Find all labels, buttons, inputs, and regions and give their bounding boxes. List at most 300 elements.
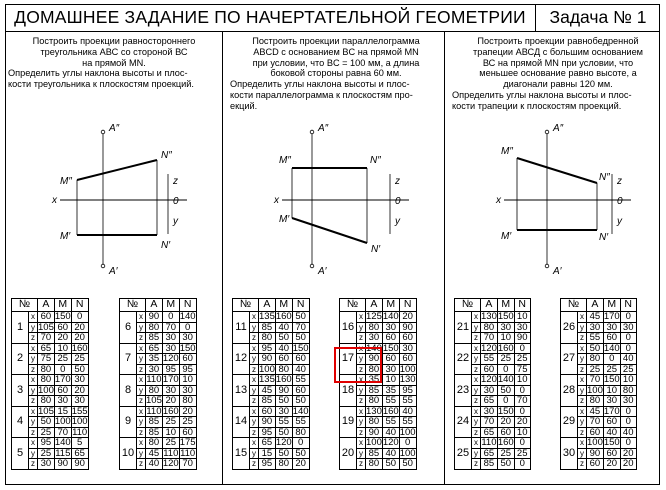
label-0: 0 bbox=[173, 196, 179, 207]
coordinate-cell: 70 bbox=[481, 333, 498, 344]
coordinate-cell: 90 bbox=[259, 354, 276, 365]
coordinate-cell: 65 bbox=[481, 448, 498, 459]
coordinate-cell: 120 bbox=[162, 458, 179, 469]
coordinate-cell: 60 bbox=[179, 354, 196, 365]
axis-label: x bbox=[472, 343, 481, 354]
axis-label: z bbox=[250, 427, 259, 438]
variant-number: 11 bbox=[233, 312, 250, 344]
coordinate-cell: 10 bbox=[514, 312, 530, 323]
coordinate-cell: 115 bbox=[55, 447, 71, 459]
highlighted-variant-17 bbox=[334, 347, 382, 383]
coordinate-cell: 10 bbox=[162, 427, 179, 438]
coordinate-cell: 60 bbox=[587, 427, 604, 438]
coordinate-cell: 60 bbox=[603, 417, 620, 428]
coordinate-cell: 80 bbox=[366, 364, 383, 375]
axis-label: z bbox=[137, 459, 146, 470]
variants-table-5 bbox=[454, 298, 531, 470]
coordinate-cell: 50 bbox=[292, 312, 309, 323]
coordinate-cell: 0 bbox=[620, 406, 636, 417]
coordinate-cell: 90 bbox=[259, 417, 276, 428]
coordinate-cell: 50 bbox=[497, 385, 514, 396]
task-description-triangle bbox=[8, 36, 220, 90]
coordinate-cell: 100 bbox=[71, 416, 88, 427]
coordinate-cell: 60 bbox=[497, 427, 514, 438]
coordinate-cell: 0 bbox=[620, 438, 636, 449]
label-a2: A″ bbox=[553, 123, 564, 134]
coordinate-cell: 80 bbox=[587, 354, 604, 365]
variant-number: 27 bbox=[561, 343, 578, 375]
coordinate-cell: 60 bbox=[259, 406, 276, 417]
description-line: боковой стороны равна 60 мм. bbox=[270, 68, 402, 79]
axis-label: z bbox=[29, 333, 38, 344]
axis-label: x bbox=[578, 375, 587, 386]
coordinate-cell: 60 bbox=[382, 333, 399, 344]
table-row bbox=[120, 312, 197, 323]
coordinate-cell: 25 bbox=[54, 354, 71, 365]
axis-label: x bbox=[29, 343, 38, 354]
axis-label: y bbox=[250, 322, 259, 333]
header-m: M bbox=[54, 299, 71, 312]
coordinate-cell: 40 bbox=[399, 406, 416, 417]
coordinate-cell: 0 bbox=[514, 459, 530, 470]
table-header-row bbox=[12, 299, 89, 312]
coordinate-cell: 85 bbox=[146, 427, 163, 438]
projection-diagram-triangle bbox=[5, 118, 223, 286]
coordinate-cell: 0 bbox=[620, 417, 636, 428]
coordinate-cell: 45 bbox=[587, 406, 604, 417]
coordinate-cell: 40 bbox=[382, 427, 399, 438]
coordinate-cell: 10 bbox=[603, 385, 620, 396]
header-a: A bbox=[146, 299, 163, 312]
coordinate-cell: 45 bbox=[146, 448, 163, 459]
coordinate-cell: 80 bbox=[275, 459, 292, 470]
coordinate-cell: 25 bbox=[162, 438, 179, 449]
coordinate-cell: 85 bbox=[146, 333, 163, 344]
coordinate-cell: 60 bbox=[399, 354, 416, 365]
coordinate-cell: 25 bbox=[514, 448, 530, 459]
header-n: N bbox=[514, 299, 530, 312]
table-row bbox=[455, 343, 531, 354]
variant-number: 23 bbox=[455, 375, 472, 407]
coordinate-cell: 120 bbox=[275, 437, 292, 448]
coordinate-cell: 55 bbox=[382, 417, 399, 428]
coordinate-cell: 30 bbox=[71, 396, 88, 407]
coordinate-cell: 0 bbox=[71, 312, 88, 323]
coordinate-cell: 55 bbox=[481, 354, 498, 365]
header-number: № bbox=[455, 299, 481, 312]
coordinate-cell: 105 bbox=[38, 321, 54, 333]
task-number: Задача № 1 bbox=[535, 4, 660, 31]
coordinate-cell: 25 bbox=[603, 364, 620, 375]
coordinate-cell: 105 bbox=[38, 405, 54, 417]
description-line: треугольника АВС со стороной ВС bbox=[40, 46, 188, 57]
coordinate-cell: 140 bbox=[54, 437, 71, 448]
variant-number: 19 bbox=[340, 406, 357, 438]
axis-label: z bbox=[137, 364, 146, 375]
projection-diagram-trapezoid bbox=[449, 118, 666, 286]
variant-number: 22 bbox=[455, 343, 472, 375]
description-line: Определить углы наклона высоты и плос- bbox=[8, 68, 188, 79]
axis-label: z bbox=[29, 364, 38, 375]
coordinate-cell: 30 bbox=[162, 333, 179, 344]
label-m1: M′ bbox=[60, 231, 71, 242]
label-n1: N′ bbox=[161, 240, 171, 251]
axis-label: y bbox=[29, 385, 38, 396]
axis-label: z bbox=[250, 333, 259, 344]
coordinate-cell: 55 bbox=[399, 417, 416, 428]
coordinate-cell: 20 bbox=[162, 396, 179, 407]
coordinate-cell: 80 bbox=[366, 322, 383, 333]
header-a: A bbox=[38, 299, 55, 312]
coordinate-cell: 150 bbox=[603, 437, 620, 448]
variants-table-1 bbox=[11, 298, 89, 470]
axis-label: y bbox=[578, 385, 587, 396]
header-number: № bbox=[120, 299, 146, 312]
coordinate-cell: 160 bbox=[162, 405, 179, 417]
table-header-row bbox=[340, 299, 417, 312]
header-m: M bbox=[162, 299, 179, 312]
segment-m2n2 bbox=[77, 160, 157, 180]
coordinate-cell: 160 bbox=[71, 342, 88, 354]
coordinate-cell: 100 bbox=[366, 437, 382, 448]
axis-label: x bbox=[137, 312, 146, 323]
axis-label: z bbox=[357, 427, 366, 438]
coordinate-cell: 140 bbox=[292, 405, 309, 417]
label-z: z bbox=[173, 176, 178, 187]
table-row bbox=[455, 312, 531, 323]
axis-label: y bbox=[29, 448, 38, 459]
label-0: 0 bbox=[617, 196, 623, 207]
table-row bbox=[12, 343, 89, 354]
table-row bbox=[561, 438, 637, 449]
table-row bbox=[120, 406, 197, 417]
coordinate-cell: 20 bbox=[71, 322, 88, 333]
coordinate-cell: 120 bbox=[481, 374, 497, 385]
coordinate-cell: 20 bbox=[399, 312, 416, 323]
coordinate-cell: 160 bbox=[275, 374, 292, 385]
description-line: Определить углы наклона высоты и плос- bbox=[452, 89, 632, 100]
axis-label: x bbox=[472, 438, 481, 449]
coordinate-cell: 80 bbox=[366, 459, 383, 470]
coordinate-cell: 60 bbox=[275, 354, 292, 365]
coordinate-cell: 160 bbox=[275, 311, 292, 322]
coordinate-cell: 50 bbox=[292, 448, 309, 459]
axis-label: x bbox=[578, 406, 587, 417]
coordinate-cell: 10 bbox=[514, 375, 530, 386]
label-x: x bbox=[52, 195, 57, 206]
page-title: ДОМАШНЕЕ ЗАДАНИЕ ПО НАЧЕРТАТЕЛЬНОЙ ГЕОМЕТРИИ bbox=[14, 7, 526, 27]
coordinate-cell: 140 bbox=[603, 342, 620, 354]
point-a1 bbox=[310, 264, 314, 268]
description-line: при условии, что BC = 100 мм, а длина bbox=[252, 57, 420, 68]
coordinate-cell: 95 bbox=[259, 343, 276, 354]
header-number: № bbox=[561, 299, 587, 312]
axis-label: z bbox=[29, 396, 38, 407]
axis-label: y bbox=[472, 354, 481, 365]
axis-label: x bbox=[250, 375, 259, 386]
table-header-row bbox=[233, 299, 310, 312]
variant-number: 26 bbox=[561, 312, 578, 344]
label-a2: A″ bbox=[318, 123, 329, 134]
variant-number: 7 bbox=[120, 343, 137, 375]
coordinate-cell: 65 bbox=[71, 448, 88, 459]
header-a: A bbox=[587, 299, 604, 312]
label-0: 0 bbox=[395, 196, 401, 207]
coordinate-cell: 60 bbox=[54, 385, 71, 396]
axis-label: y bbox=[578, 417, 587, 428]
axis-label: y bbox=[578, 448, 587, 459]
coordinate-cell: 110 bbox=[180, 447, 196, 459]
coordinate-cell: 80 bbox=[587, 396, 604, 407]
axis-label: z bbox=[137, 427, 146, 438]
header-m: M bbox=[382, 299, 399, 312]
axis-label: z bbox=[250, 396, 259, 407]
description-line: кости трапеции к плоскостям проекций. bbox=[452, 100, 622, 111]
coordinate-cell: 15 bbox=[54, 406, 71, 417]
axis-label: y bbox=[357, 448, 366, 459]
coordinate-cell: 0 bbox=[620, 343, 636, 354]
table-row bbox=[340, 312, 417, 323]
coordinate-cell: 60 bbox=[587, 459, 604, 470]
axis-label: z bbox=[357, 459, 366, 470]
coordinate-cell: 110 bbox=[481, 437, 497, 448]
coordinate-cell: 30 bbox=[54, 396, 71, 407]
coordinate-cell: 55 bbox=[275, 417, 292, 428]
coordinate-cell: 90 bbox=[366, 354, 383, 365]
label-m1: M′ bbox=[279, 214, 290, 225]
table-row bbox=[12, 375, 89, 386]
label-n2: N″ bbox=[599, 172, 610, 183]
variants-table-2 bbox=[119, 298, 197, 470]
coordinate-cell: 50 bbox=[38, 417, 55, 428]
task-description-trapezoid bbox=[452, 36, 664, 112]
coordinate-cell: 100 bbox=[399, 447, 416, 459]
label-y: y bbox=[395, 216, 400, 227]
coordinate-cell: 40 bbox=[275, 322, 292, 333]
description-line: трапеции АВСД с большим основанием bbox=[473, 46, 643, 57]
axis-label: y bbox=[578, 354, 587, 365]
label-n1: N′ bbox=[371, 244, 381, 255]
coordinate-cell: 60 bbox=[399, 333, 416, 344]
coordinate-cell: 70 bbox=[179, 459, 196, 470]
axis-label: x bbox=[250, 343, 259, 354]
variant-number: 1 bbox=[12, 312, 29, 344]
projection-diagram-parallelogram bbox=[227, 118, 445, 286]
axis-label: z bbox=[137, 333, 146, 344]
coordinate-cell: 30 bbox=[399, 343, 416, 354]
coordinate-cell: 30 bbox=[162, 385, 179, 396]
axis-label: x bbox=[29, 438, 38, 449]
axis-label: z bbox=[472, 396, 481, 407]
description-line: диагонали равны 120 мм. bbox=[503, 79, 613, 90]
axis-label: x bbox=[137, 406, 146, 417]
coordinate-cell: 50 bbox=[71, 364, 88, 375]
variant-number: 17 bbox=[340, 343, 357, 375]
table-row bbox=[561, 312, 637, 323]
coordinate-cell: 80 bbox=[481, 322, 498, 333]
coordinate-cell: 30 bbox=[620, 322, 636, 333]
axis-label: x bbox=[578, 438, 587, 449]
coordinate-cell: 25 bbox=[514, 354, 530, 365]
axis-label: x bbox=[137, 375, 146, 386]
label-z: z bbox=[617, 176, 622, 187]
axis-label: x bbox=[357, 312, 366, 323]
point-a2 bbox=[545, 130, 549, 134]
coordinate-cell: 20 bbox=[603, 459, 620, 470]
coordinate-cell: 30 bbox=[162, 343, 179, 354]
title-block bbox=[5, 4, 660, 32]
coordinate-cell: 50 bbox=[587, 343, 604, 354]
coordinate-cell: 40 bbox=[603, 427, 620, 438]
coordinate-cell: 70 bbox=[587, 417, 604, 428]
coordinate-cell: 30 bbox=[38, 459, 55, 470]
coordinate-cell: 80 bbox=[366, 396, 383, 407]
coordinate-cell: 120 bbox=[162, 353, 179, 364]
variant-number: 8 bbox=[120, 375, 137, 407]
coordinate-cell: 30 bbox=[514, 322, 530, 333]
coordinate-cell: 120 bbox=[382, 437, 399, 448]
coordinate-cell: 20 bbox=[620, 448, 636, 459]
coordinate-cell: 10 bbox=[382, 375, 399, 386]
coordinate-cell: 160 bbox=[497, 342, 514, 354]
coordinate-cell: 150 bbox=[603, 374, 620, 385]
coordinate-cell: 150 bbox=[382, 342, 399, 354]
table-header-row bbox=[561, 299, 637, 312]
axis-label: z bbox=[578, 396, 587, 407]
coordinate-cell: 80 bbox=[275, 364, 292, 375]
coordinate-cell: 100 bbox=[399, 426, 416, 438]
coordinate-cell: 70 bbox=[514, 396, 530, 407]
point-a1 bbox=[545, 264, 549, 268]
coordinate-cell: 75 bbox=[514, 364, 530, 375]
axis-label: x bbox=[250, 312, 259, 323]
coordinate-cell: 30 bbox=[620, 396, 636, 407]
coordinate-cell: 30 bbox=[179, 333, 196, 344]
coordinate-cell: 25 bbox=[497, 354, 514, 365]
coordinate-cell: 25 bbox=[38, 427, 55, 438]
header-number: № bbox=[233, 299, 259, 312]
coordinate-cell: 175 bbox=[179, 437, 196, 448]
axis-label: x bbox=[137, 343, 146, 354]
header-a: A bbox=[259, 299, 276, 312]
axis-label: y bbox=[472, 448, 481, 459]
table-row bbox=[233, 375, 310, 386]
coordinate-cell: 150 bbox=[54, 311, 71, 322]
table-row bbox=[455, 406, 531, 417]
axis-label: y bbox=[250, 354, 259, 365]
segment-m2n2 bbox=[517, 158, 597, 183]
coordinate-cell: 30 bbox=[481, 385, 498, 396]
coordinate-cell: 100 bbox=[587, 384, 603, 396]
axis-label: y bbox=[29, 354, 38, 365]
coordinate-cell: 20 bbox=[179, 406, 196, 417]
axis-label: y bbox=[472, 322, 481, 333]
description-line: Определить углы наклона высоты и плос- bbox=[230, 79, 410, 90]
variant-number: 16 bbox=[340, 312, 357, 344]
variant-number: 18 bbox=[340, 375, 357, 407]
axis-label: x bbox=[29, 375, 38, 386]
coordinate-cell: 70 bbox=[38, 333, 55, 344]
table-row bbox=[233, 438, 310, 449]
variants-table-6 bbox=[560, 298, 637, 470]
header-n: N bbox=[620, 299, 636, 312]
coordinate-cell: 30 bbox=[382, 322, 399, 333]
axis-label: z bbox=[357, 364, 366, 375]
table-row bbox=[233, 406, 310, 417]
coordinate-cell: 140 bbox=[179, 311, 196, 322]
coordinate-cell: 70 bbox=[162, 322, 179, 333]
coordinate-cell: 60 bbox=[292, 385, 309, 396]
axis-label: z bbox=[578, 333, 587, 344]
coordinate-cell: 20 bbox=[620, 459, 636, 470]
coordinate-cell: 50 bbox=[275, 427, 292, 438]
coordinate-cell: 30 bbox=[481, 406, 498, 417]
coordinate-cell: 150 bbox=[179, 342, 196, 354]
coordinate-cell: 80 bbox=[38, 375, 55, 386]
coordinate-cell: 155 bbox=[71, 405, 88, 417]
coordinate-cell: 95 bbox=[259, 427, 276, 438]
coordinate-cell: 30 bbox=[603, 396, 620, 407]
description-line: Построить проекции равностороннего bbox=[32, 36, 196, 46]
coordinate-cell: 0 bbox=[514, 438, 530, 449]
coordinate-cell: 70 bbox=[481, 417, 498, 428]
header-a: A bbox=[481, 299, 498, 312]
coordinate-cell: 85 bbox=[481, 459, 498, 470]
axis-label: x bbox=[357, 438, 366, 449]
description-line: ВС на прямой MN при условии, что bbox=[482, 57, 634, 68]
description-line: на прямой MN. bbox=[82, 57, 146, 68]
header-number: № bbox=[12, 299, 38, 312]
coordinate-cell: 80 bbox=[179, 396, 196, 407]
axis-label: z bbox=[29, 459, 38, 470]
coordinate-cell: 45 bbox=[587, 312, 604, 323]
point-a2 bbox=[310, 130, 314, 134]
coordinate-cell: 80 bbox=[38, 396, 55, 407]
variants-table-3 bbox=[232, 298, 310, 470]
axis-label: z bbox=[357, 333, 366, 344]
coordinate-cell: 90 bbox=[514, 333, 530, 344]
coordinate-cell: 55 bbox=[587, 333, 604, 344]
coordinate-cell: 85 bbox=[366, 385, 383, 396]
table-row bbox=[455, 438, 531, 449]
coordinate-cell: 85 bbox=[366, 448, 383, 459]
description-line: меньшее основание равно высоте, а bbox=[479, 68, 637, 79]
variant-number: 24 bbox=[455, 406, 472, 438]
axis-label: z bbox=[472, 333, 481, 344]
coordinate-cell: 25 bbox=[162, 417, 179, 428]
coordinate-cell: 60 bbox=[382, 354, 399, 365]
coordinate-cell: 0 bbox=[497, 364, 514, 375]
coordinate-cell: 0 bbox=[292, 438, 309, 449]
coordinate-cell: 30 bbox=[603, 322, 620, 333]
coordinate-cell: 50 bbox=[382, 459, 399, 470]
coordinate-cell: 0 bbox=[620, 312, 636, 323]
point-a1 bbox=[101, 264, 105, 268]
description-line: Построить проекции равнобедренной bbox=[477, 36, 639, 46]
axis-label: x bbox=[250, 438, 259, 449]
axis-label: x bbox=[357, 406, 366, 417]
coordinate-cell: 15 bbox=[259, 448, 276, 459]
coordinate-cell: 60 bbox=[179, 427, 196, 438]
coordinate-cell: 30 bbox=[497, 322, 514, 333]
coordinate-cell: 25 bbox=[620, 364, 636, 375]
variant-number: 20 bbox=[340, 438, 357, 470]
coordinate-cell: 60 bbox=[292, 354, 309, 365]
axis-label: y bbox=[578, 322, 587, 333]
coordinate-cell: 170 bbox=[54, 374, 71, 385]
coordinate-cell: 25 bbox=[71, 354, 88, 365]
table-row bbox=[455, 375, 531, 386]
